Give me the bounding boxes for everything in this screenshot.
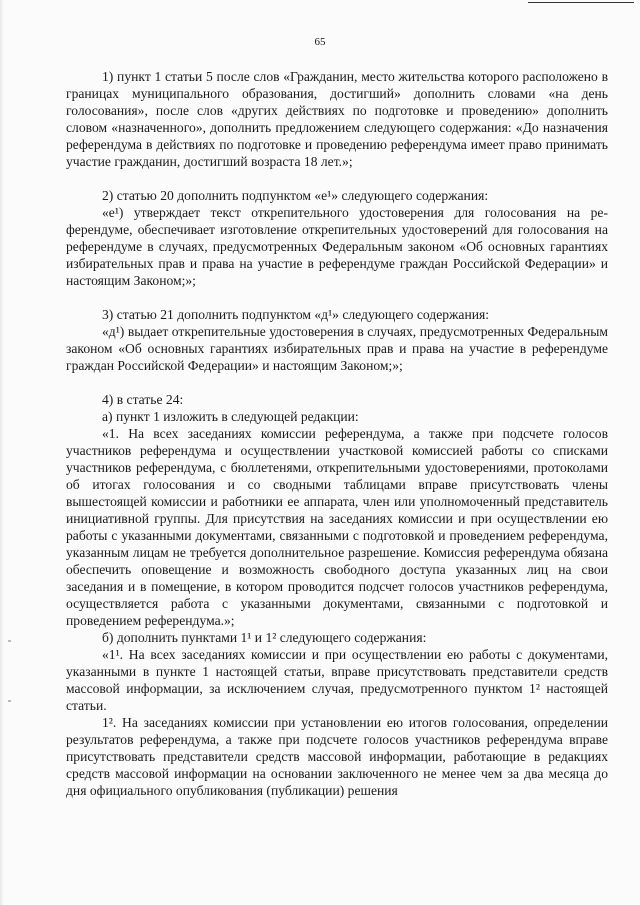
paragraph-item-4: 4) в статье 24: bbox=[102, 392, 184, 407]
body-text bbox=[66, 68, 608, 799]
paragraph-item-4b: б) дополнить пунктами 1¹ и 1² следующего содержания: bbox=[102, 630, 427, 645]
paragraph-item-1: 1) пункт 1 статьи 5 после слов «Гражданин, место жительства которого расположено в границах муниципального образования, достигший» дополнить словами «на день голосования», после слов «других действиях по подготовке и проведению» дополнить словом «назначенного», дополнить предложением следующего содержания: «До назначения референдума в действиях по подготовке и проведению референдума имеет право принимать участие гражданин, достигший возраста 18 лет.»; bbox=[66, 69, 608, 169]
paragraph-item-3: 3) статью 21 дополнить подпунктом «д¹» следующего содержания: bbox=[102, 307, 490, 322]
paragraph-item-4a: а) пункт 1 изложить в следующей редакции: bbox=[102, 409, 359, 424]
page-number: 65 bbox=[314, 36, 326, 48]
paragraph-point-1-2: 1². На заседаниях комиссии при установлении ею итогов голосования, определении результатов референдума, а также при подсчете голосов участников референдума вправе присутствовать представители средств массовой информации, работающие в редакциях средств массовой информации на основании заключенного не менее чем за два месяца до дня официального опубликования (публикации) решения bbox=[66, 715, 608, 798]
paragraph-item-3-text: «д¹) выдает открепительные удостоверения в случаях, предусмотренных Федеральным законом «Об основных гарантиях избирательных прав и права на участие в референдуме граждан Российской Федерации» и настоящим Законом;»; bbox=[66, 324, 608, 373]
paragraph-item-4a-text: «1. На всех заседаниях комиссии референдума, а также при подсчете голосов участников референдума и осуществлении участковой комиссией работы со списками участников референдума, с бюллетенями, открепительными удостоверениями, протоколами об итогах голосования и со сводными таблицами вправе присутствовать члены вышестоящей комиссии и работники ее аппарата, член или уполномоченный представитель инициативной группы. Для присутствия на заседаниях комиссии и при осуществлении ею работы с указанными документами, связанными с подготовкой и проведением референдума, указанным лицам не требуется дополнительное разрешение. Комиссия референдума обязана обеспечить оповещение и возможность свободного доступа указанных лиц на свои заседания и в помещение, в котором проводится подсчет голосов участников референдума, осуществляется работа с указанными документами, связанными с подготовкой и проведением референдума.»; bbox=[66, 426, 608, 628]
paragraph-point-1-1: «1¹. На всех заседаниях комиссии и при осуществлении ею работы с документами, указанными в пункте 1 настоящей статьи, вправе присутствовать представители средств массовой информации, за исключением случая, предусмотренного пунктом 1² настоящей статьи. bbox=[66, 647, 608, 713]
paragraph-item-2: 2) статью 20 дополнить подпунктом «е¹» следующего содержания: bbox=[102, 188, 489, 203]
header-rule bbox=[528, 2, 634, 3]
page-edge-shadow bbox=[0, 0, 4, 905]
scan-mark bbox=[8, 640, 11, 642]
paragraph-item-2-text: «е¹) утверждает текст открепительного удостоверения для голосования на референдуме, обеспечивает изготовление открепительных удостоверений для голосования на референдуме в случаях, предусмотренных Федеральным законом «Об основных гарантиях избирательных прав и права на участие в референдуме граждан Российской Федерации» и настоящим Законом;»; bbox=[66, 205, 608, 288]
scan-mark bbox=[8, 700, 11, 702]
